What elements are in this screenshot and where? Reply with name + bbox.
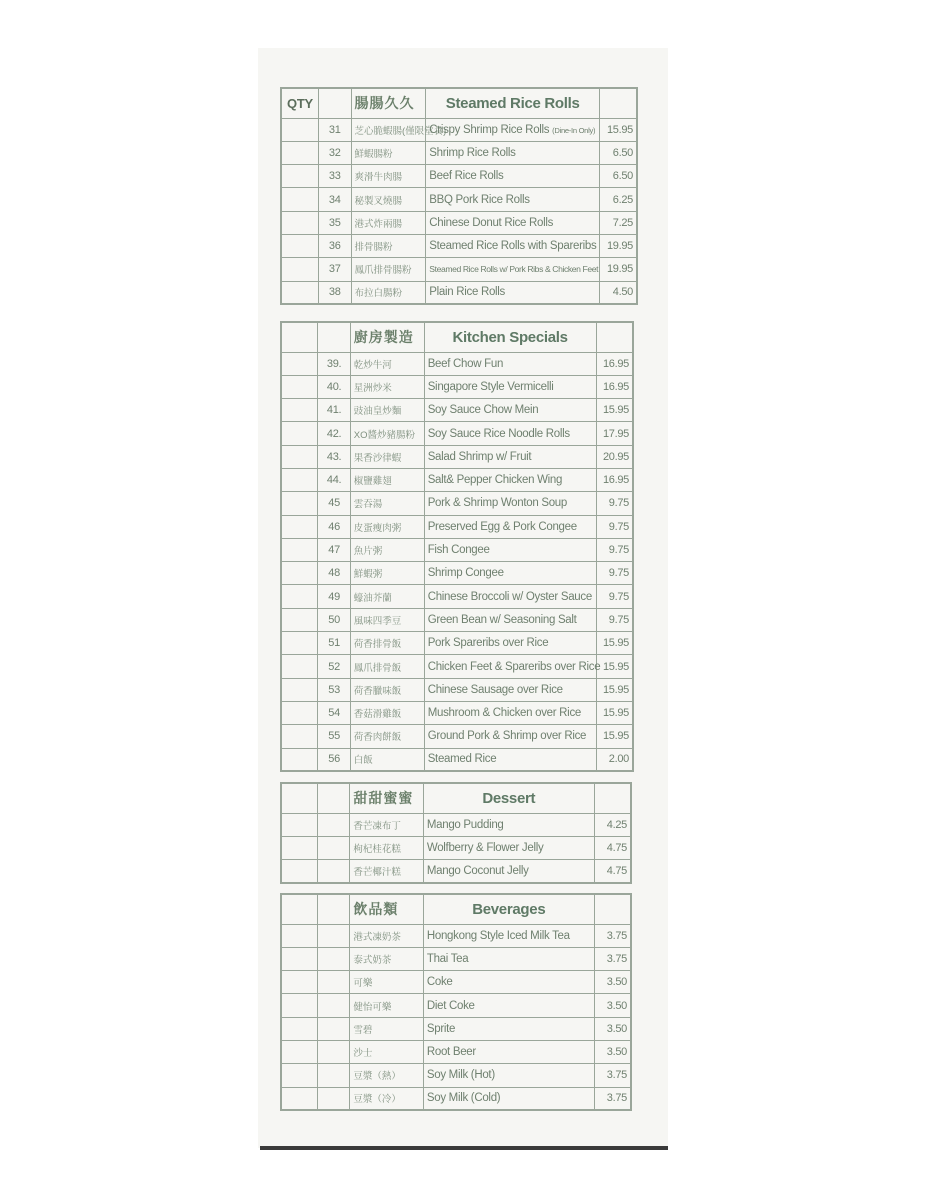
item-price: 3.50 xyxy=(594,994,631,1017)
qty-input-cell[interactable] xyxy=(281,352,318,375)
qty-header-cell xyxy=(281,894,318,924)
item-name-en xyxy=(424,608,596,631)
menu-item-row xyxy=(281,562,633,585)
item-name-en-text: Soy Milk (Cold) xyxy=(426,1092,501,1105)
item-name-en xyxy=(426,211,600,234)
item-number: 31 xyxy=(318,118,351,141)
dessert-table xyxy=(280,782,632,884)
qty-input-cell[interactable] xyxy=(281,1017,318,1040)
item-name-en-text: Soy Milk (Hot) xyxy=(426,1069,495,1082)
item-name-en-text: Ground Pork & Shrimp over Rice xyxy=(427,730,587,743)
item-number: 44. xyxy=(318,468,350,491)
item-name-en xyxy=(424,725,596,748)
qty-label: QTY xyxy=(281,88,318,118)
menu-item-row xyxy=(281,608,633,631)
item-number: 38 xyxy=(318,281,351,304)
menu-item-row xyxy=(281,1040,631,1063)
menu-item-row xyxy=(281,725,633,748)
item-name-en xyxy=(424,701,596,724)
item-price: 4.25 xyxy=(594,813,631,836)
item-price: 4.75 xyxy=(594,836,631,859)
qty-input-cell[interactable] xyxy=(281,422,318,445)
item-name-en xyxy=(423,971,594,994)
item-price: 3.50 xyxy=(594,1017,631,1040)
item-name-cn: 皮蛋瘦肉粥 xyxy=(350,515,424,538)
menu-item-row xyxy=(281,141,637,164)
item-name-en-text: Pork & Shrimp Wonton Soup xyxy=(427,497,567,510)
item-number: 41. xyxy=(318,399,350,422)
item-number: 54 xyxy=(318,701,350,724)
menu-item-row xyxy=(281,188,637,211)
item-name-en-text: Crispy Shrimp Rice Rolls xyxy=(429,123,550,136)
item-name-en xyxy=(423,1017,594,1040)
item-name-en-text: Pork Spareribs over Rice xyxy=(427,637,549,650)
item-number: 34 xyxy=(318,188,351,211)
item-name-cn: 鮮蝦腸粉 xyxy=(351,141,426,164)
item-number: 37 xyxy=(318,258,351,281)
qty-input-cell[interactable] xyxy=(281,211,318,234)
item-name-cn: 可樂 xyxy=(350,971,424,994)
item-price: 19.95 xyxy=(600,234,637,257)
menu-item-row xyxy=(281,352,633,375)
menu-item-row xyxy=(281,924,631,947)
item-number xyxy=(318,994,350,1017)
item-name-en xyxy=(426,234,600,257)
item-name-cn: 香菇滑雞飯 xyxy=(350,701,424,724)
item-number: 35 xyxy=(318,211,351,234)
item-price: 15.95 xyxy=(596,632,633,655)
item-number xyxy=(318,1040,350,1063)
section-header-row xyxy=(281,88,637,118)
item-name-cn: 風味四季豆 xyxy=(350,608,424,631)
menu-item-row xyxy=(281,813,631,836)
item-number: 49 xyxy=(318,585,350,608)
qty-header-cell xyxy=(281,322,318,352)
item-name-cn: 港式炸兩腸 xyxy=(351,211,426,234)
item-number: 51 xyxy=(318,632,350,655)
item-price: 20.95 xyxy=(596,445,633,468)
item-number xyxy=(318,860,350,883)
item-number xyxy=(318,971,350,994)
menu-item-row xyxy=(281,492,633,515)
item-name-en xyxy=(424,585,596,608)
item-name-cn: 秘製叉燒腸 xyxy=(351,188,426,211)
item-note: (Dine-In Only) xyxy=(552,125,596,135)
item-price: 9.75 xyxy=(596,515,633,538)
qty-input-cell[interactable] xyxy=(281,971,318,994)
item-name-en xyxy=(424,468,596,491)
item-name-en-text: Shrimp Congee xyxy=(427,567,504,580)
qty-input-cell[interactable] xyxy=(281,1064,318,1087)
item-name-en-text: Diet Coke xyxy=(426,999,475,1012)
section-title-en: Dessert xyxy=(423,783,594,813)
item-number: 40. xyxy=(318,375,350,398)
item-name-en xyxy=(426,188,600,211)
item-number-header xyxy=(318,783,350,813)
menu-item-row xyxy=(281,860,631,883)
item-number-header xyxy=(318,894,350,924)
item-price: 9.75 xyxy=(596,538,633,561)
item-name-en-text: Steamed Rice Rolls with Spareribs xyxy=(429,240,597,253)
item-number: 32 xyxy=(318,141,351,164)
item-number: 52 xyxy=(318,655,350,678)
item-price: 6.25 xyxy=(600,188,637,211)
item-name-cn: 鳳爪排骨腸粉 xyxy=(351,258,426,281)
item-name-cn: 豆漿（熱） xyxy=(350,1064,424,1087)
qty-input-cell[interactable] xyxy=(281,445,318,468)
item-name-cn: 雪碧 xyxy=(350,1017,424,1040)
item-name-cn: 芝心脆蝦腸(僅限堂食) xyxy=(351,118,426,141)
item-price: 6.50 xyxy=(600,141,637,164)
menu-item-row xyxy=(281,678,633,701)
item-name-en-text: Mango Coconut Jelly xyxy=(426,864,529,877)
qty-input-cell[interactable] xyxy=(281,701,318,724)
qty-input-cell[interactable] xyxy=(281,748,318,771)
item-price: 3.50 xyxy=(594,1040,631,1063)
menu-item-row xyxy=(281,515,633,538)
item-name-en-text: Root Beer xyxy=(426,1046,476,1059)
item-name-en-text: Chinese Broccoli w/ Oyster Sauce xyxy=(427,590,592,603)
item-name-en xyxy=(424,375,596,398)
qty-header-cell xyxy=(281,783,318,813)
item-name-en-text: Steamed Rice xyxy=(427,753,497,766)
section-title-en: Steamed Rice Rolls xyxy=(426,88,600,118)
qty-input-cell[interactable] xyxy=(281,281,318,304)
qty-input-cell[interactable] xyxy=(281,515,318,538)
item-name-cn: 星洲炒米 xyxy=(350,375,424,398)
item-name-en xyxy=(424,445,596,468)
qty-input-cell[interactable] xyxy=(281,375,318,398)
item-name-en xyxy=(423,813,594,836)
item-name-cn: 鳳爪排骨飯 xyxy=(350,655,424,678)
section-header-row xyxy=(281,894,631,924)
menu-item-row xyxy=(281,632,633,655)
item-name-en-text: Soy Sauce Rice Noodle Rolls xyxy=(427,427,570,440)
qty-input-cell[interactable] xyxy=(281,188,318,211)
section-title-cn: 廚房製造 xyxy=(350,322,424,352)
qty-input-cell[interactable] xyxy=(281,118,318,141)
item-name-cn: 布拉白腸粉 xyxy=(351,281,426,304)
item-price: 19.95 xyxy=(600,258,637,281)
qty-input-cell[interactable] xyxy=(281,947,318,970)
item-name-en xyxy=(423,860,594,883)
item-price: 3.75 xyxy=(594,1087,631,1110)
item-number: 45 xyxy=(318,492,350,515)
item-name-en xyxy=(423,947,594,970)
qty-input-cell[interactable] xyxy=(281,562,318,585)
menu-item-row xyxy=(281,701,633,724)
item-name-en xyxy=(423,1064,594,1087)
item-name-cn: 枸杞桂花糕 xyxy=(350,836,424,859)
item-name-en xyxy=(426,165,600,188)
qty-input-cell[interactable] xyxy=(281,994,318,1017)
qty-input-cell[interactable] xyxy=(281,165,318,188)
item-name-cn: 排骨腸粉 xyxy=(351,234,426,257)
item-number: 33 xyxy=(318,165,351,188)
qty-input-cell[interactable] xyxy=(281,538,318,561)
item-price: 3.75 xyxy=(594,947,631,970)
item-name-cn: 果香沙律蝦 xyxy=(350,445,424,468)
menu-item-row xyxy=(281,281,637,304)
price-header xyxy=(594,894,631,924)
qty-input-cell[interactable] xyxy=(281,468,318,491)
item-name-en-text: Mango Pudding xyxy=(426,818,504,831)
section-title-en: Beverages xyxy=(423,894,594,924)
item-name-en-text: Hongkong Style Iced Milk Tea xyxy=(426,929,570,942)
item-price: 15.95 xyxy=(596,678,633,701)
item-number: 36 xyxy=(318,234,351,257)
menu-item-row xyxy=(281,836,631,859)
item-price: 15.95 xyxy=(596,701,633,724)
item-number xyxy=(318,1064,350,1087)
item-number xyxy=(318,947,350,970)
menu-item-row xyxy=(281,994,631,1017)
item-name-en-text: Wolfberry & Flower Jelly xyxy=(426,841,544,854)
item-price: 9.75 xyxy=(596,585,633,608)
section-header-row xyxy=(281,322,633,352)
section-title-cn: 腸腸久久 xyxy=(351,88,426,118)
item-number: 56 xyxy=(318,748,350,771)
item-name-cn: 健怡可樂 xyxy=(350,994,424,1017)
item-name-en-text: Fish Congee xyxy=(427,544,490,557)
item-price: 17.95 xyxy=(596,422,633,445)
item-price: 15.95 xyxy=(596,655,633,678)
item-name-en xyxy=(423,924,594,947)
page-bottom-edge xyxy=(260,1146,668,1150)
item-price: 3.75 xyxy=(594,1064,631,1087)
qty-input-cell[interactable] xyxy=(281,399,318,422)
item-name-cn: 荷香臘味飯 xyxy=(350,678,424,701)
qty-input-cell[interactable] xyxy=(281,860,318,883)
item-name-en-text: Salad Shrimp w/ Fruit xyxy=(427,450,532,463)
item-price: 9.75 xyxy=(596,608,633,631)
item-price: 16.95 xyxy=(596,375,633,398)
item-number-header xyxy=(318,322,350,352)
item-price: 3.75 xyxy=(594,924,631,947)
item-name-cn: 白飯 xyxy=(350,748,424,771)
qty-input-cell[interactable] xyxy=(281,585,318,608)
item-name-en xyxy=(426,258,600,281)
item-name-en-text: Chinese Donut Rice Rolls xyxy=(429,216,554,229)
item-name-cn: 香芒凍布丁 xyxy=(350,813,424,836)
item-name-en-text: Shrimp Rice Rolls xyxy=(429,146,516,159)
item-name-cn: XO醬炒豬腸粉 xyxy=(350,422,424,445)
item-number xyxy=(318,924,350,947)
item-name-cn: 蠔油芥蘭 xyxy=(350,585,424,608)
item-number: 48 xyxy=(318,562,350,585)
menu-item-row xyxy=(281,422,633,445)
qty-input-cell[interactable] xyxy=(281,492,318,515)
item-price: 6.50 xyxy=(600,165,637,188)
item-number xyxy=(318,836,350,859)
menu-item-row xyxy=(281,211,637,234)
item-name-en-text: Chicken Feet & Spareribs over Rice xyxy=(427,660,601,673)
item-name-cn: 乾炒牛河 xyxy=(350,352,424,375)
item-name-en xyxy=(424,655,601,678)
qty-input-cell[interactable] xyxy=(281,608,318,631)
item-name-cn: 沙士 xyxy=(350,1040,424,1063)
item-price: 15.95 xyxy=(596,399,633,422)
menu-item-row xyxy=(281,118,637,141)
menu-item-row xyxy=(281,655,633,678)
item-price: 4.50 xyxy=(600,281,637,304)
menu-item-row xyxy=(281,258,637,281)
menu-item-row xyxy=(281,538,633,561)
item-name-en xyxy=(423,1040,594,1063)
item-price: 7.25 xyxy=(600,211,637,234)
item-name-cn: 香芒椰汁糕 xyxy=(350,860,424,883)
menu-item-row xyxy=(281,234,637,257)
item-name-en-text: Plain Rice Rolls xyxy=(429,286,506,299)
item-number: 43. xyxy=(318,445,350,468)
item-number: 42. xyxy=(318,422,350,445)
item-name-en xyxy=(424,515,596,538)
item-price: 15.95 xyxy=(600,118,637,141)
item-price: 9.75 xyxy=(596,562,633,585)
section-header-row xyxy=(281,783,631,813)
item-name-cn: 爽滑牛肉腸 xyxy=(351,165,426,188)
item-name-cn: 豆漿（冷） xyxy=(350,1087,424,1110)
item-name-cn: 鮮蝦粥 xyxy=(350,562,424,585)
kitchen-specials-table xyxy=(280,321,634,772)
item-number xyxy=(318,1087,350,1110)
item-price: 2.00 xyxy=(596,748,633,771)
section-title-cn: 飲品類 xyxy=(350,894,424,924)
item-price: 9.75 xyxy=(596,492,633,515)
item-name-en-text: Mushroom & Chicken over Rice xyxy=(427,707,581,720)
item-name-en xyxy=(424,399,596,422)
item-name-en-text: Sprite xyxy=(426,1022,456,1035)
price-header xyxy=(600,88,637,118)
menu-item-row xyxy=(281,947,631,970)
menu-item-row xyxy=(281,445,633,468)
menu-item-row xyxy=(281,1064,631,1087)
item-number: 46 xyxy=(318,515,350,538)
item-name-en xyxy=(424,352,596,375)
menu-item-row xyxy=(281,1017,631,1040)
item-name-en-text: Thai Tea xyxy=(426,952,469,965)
item-name-cn: 港式凍奶茶 xyxy=(350,924,424,947)
item-name-en-text: BBQ Pork Rice Rolls xyxy=(429,193,530,206)
menu-item-row xyxy=(281,971,631,994)
item-name-en-text: Steamed Rice Rolls w/ Pork Ribs & Chicken Feet xyxy=(429,264,599,275)
item-price: 4.75 xyxy=(594,860,631,883)
item-price: 16.95 xyxy=(596,468,633,491)
item-name-en-text: Singapore Style Vermicelli xyxy=(427,380,554,393)
qty-input-cell[interactable] xyxy=(281,836,318,859)
menu-item-row xyxy=(281,748,633,771)
item-name-cn: 椒鹽雞翅 xyxy=(350,468,424,491)
item-name-en-text: Beef Rice Rolls xyxy=(429,170,504,183)
item-name-en xyxy=(423,1087,594,1110)
qty-input-cell[interactable] xyxy=(281,632,318,655)
item-name-en-text: Preserved Egg & Pork Congee xyxy=(427,520,577,533)
qty-input-cell[interactable] xyxy=(281,1040,318,1063)
item-name-en xyxy=(426,281,600,304)
item-name-en xyxy=(424,562,596,585)
menu-item-row xyxy=(281,165,637,188)
menu-item-row xyxy=(281,468,633,491)
item-name-cn: 雲吞湯 xyxy=(350,492,424,515)
menu-item-row xyxy=(281,585,633,608)
item-name-cn: 魚片粥 xyxy=(350,538,424,561)
item-number: 55 xyxy=(318,725,350,748)
item-name-en xyxy=(424,538,596,561)
qty-input-cell[interactable] xyxy=(281,678,318,701)
item-number xyxy=(318,1017,350,1040)
item-name-en-text: Green Bean w/ Seasoning Salt xyxy=(427,613,577,626)
item-price: 16.95 xyxy=(596,352,633,375)
menu-item-row xyxy=(281,399,633,422)
item-number-header xyxy=(318,88,351,118)
qty-input-cell[interactable] xyxy=(281,141,318,164)
qty-input-cell[interactable] xyxy=(281,813,318,836)
section-title-cn: 甜甜蜜蜜 xyxy=(350,783,424,813)
menu-item-row xyxy=(281,1087,631,1110)
item-name-en xyxy=(423,836,594,859)
item-name-en-text: Soy Sauce Chow Mein xyxy=(427,404,539,417)
item-name-cn: 荷香排骨飯 xyxy=(350,632,424,655)
item-number: 39. xyxy=(318,352,350,375)
item-number: 47 xyxy=(318,538,350,561)
qty-input-cell[interactable] xyxy=(281,655,318,678)
item-name-en xyxy=(426,141,600,164)
qty-input-cell[interactable] xyxy=(281,234,318,257)
qty-input-cell[interactable] xyxy=(281,924,318,947)
qty-input-cell[interactable] xyxy=(281,1087,318,1110)
item-name-en xyxy=(424,632,596,655)
item-number: 50 xyxy=(318,608,350,631)
item-number xyxy=(318,813,350,836)
item-name-cn: 豉油皇炒麵 xyxy=(350,399,424,422)
item-name-en-text: Coke xyxy=(426,976,453,989)
item-name-en-text: Chinese Sausage over Rice xyxy=(427,683,563,696)
item-price: 3.50 xyxy=(594,971,631,994)
item-name-en-text: Beef Chow Fun xyxy=(427,357,504,370)
item-name-en xyxy=(426,118,600,141)
price-header xyxy=(594,783,631,813)
item-name-en xyxy=(424,678,596,701)
item-name-en xyxy=(424,492,596,515)
item-name-cn: 荷香肉餅飯 xyxy=(350,725,424,748)
beverages-table xyxy=(280,893,632,1111)
price-header xyxy=(596,322,633,352)
item-name-en xyxy=(424,422,596,445)
item-name-en-text: Salt& Pepper Chicken Wing xyxy=(427,474,563,487)
steamed-rice-rolls-table xyxy=(280,87,638,305)
item-number: 53 xyxy=(318,678,350,701)
qty-input-cell[interactable] xyxy=(281,725,318,748)
menu-item-row xyxy=(281,375,633,398)
item-price: 15.95 xyxy=(596,725,633,748)
qty-input-cell[interactable] xyxy=(281,258,318,281)
item-name-en xyxy=(424,748,596,771)
item-name-en xyxy=(423,994,594,1017)
section-title-en: Kitchen Specials xyxy=(424,322,596,352)
item-name-cn: 泰式奶茶 xyxy=(350,947,424,970)
